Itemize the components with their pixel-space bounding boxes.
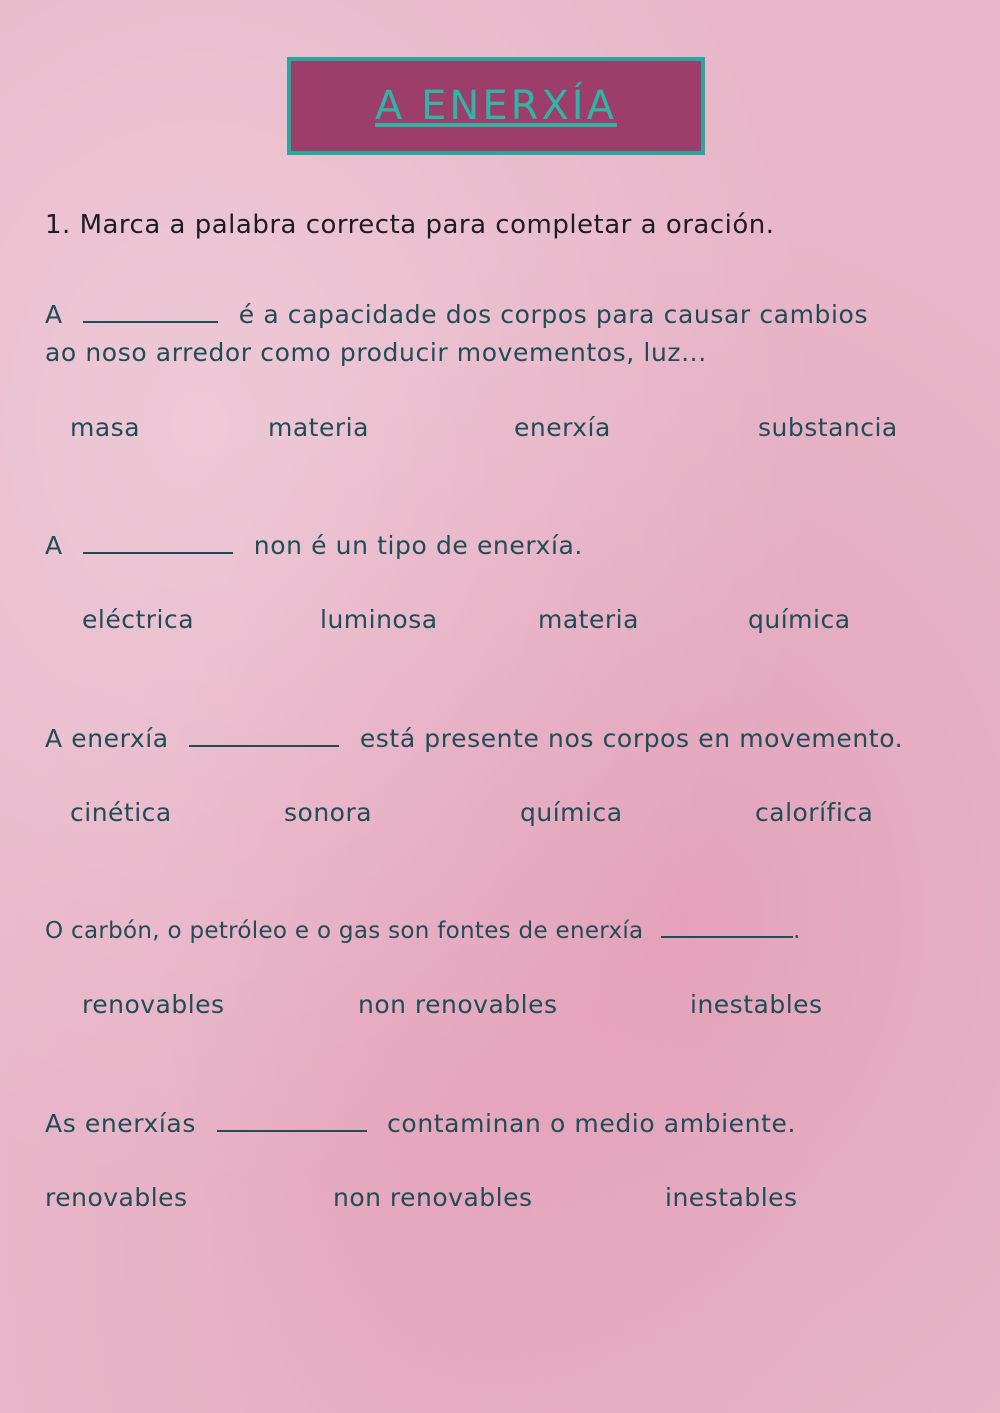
question-1-after: é a capacidade dos corpos para causar cambios [238,300,869,329]
question-4-after: . [793,918,801,944]
option-q3-sonora[interactable]: sonora [284,798,373,827]
option-q2-quimica[interactable]: química [748,605,851,634]
option-q5-non-renovables[interactable]: non renovables [333,1183,533,1212]
option-q4-inestables[interactable]: inestables [690,990,823,1019]
option-q4-non-renovables[interactable]: non renovables [358,990,558,1019]
question-1-line2: ao noso arredor como producir movementos, luz... [45,338,707,367]
answer-blank [189,727,339,747]
instruction-heading: 1. Marca a palabra correcta para completar a oración. [45,210,775,240]
option-q2-electrica[interactable]: eléctrica [82,605,195,634]
page-title: A ENERXÍA [375,83,617,129]
option-q4-renovables[interactable]: renovables [82,990,225,1019]
option-q1-masa[interactable]: masa [70,413,141,442]
question-5-after: contaminan o medio ambiente. [387,1109,797,1138]
option-q5-inestables[interactable]: inestables [665,1183,798,1212]
question-2-before: A [45,531,63,560]
question-1 [45,296,868,334]
option-q5-renovables[interactable]: renovables [45,1183,188,1212]
option-q1-materia[interactable]: materia [268,413,369,442]
question-5 [45,1105,796,1143]
question-2-after: non é un tipo de enerxía. [253,531,583,560]
question-4 [45,912,801,950]
option-q2-materia[interactable]: materia [538,605,639,634]
answer-blank [83,303,218,323]
title-banner [287,57,705,155]
question-1-before: A [45,300,63,329]
option-q3-calorifica[interactable]: calorífica [755,798,874,827]
option-q2-luminosa[interactable]: luminosa [320,605,438,634]
answer-blank [83,534,233,554]
question-3-after: está presente nos corpos en movemento. [359,724,904,753]
question-5-before: As enerxías [45,1109,196,1138]
question-4-before: O carbón, o petróleo e o gas son fontes de enerxía [45,918,644,944]
answer-blank [217,1112,367,1132]
question-3 [45,720,903,758]
question-2 [45,527,583,565]
answer-blank [661,918,793,938]
option-q3-quimica[interactable]: química [520,798,623,827]
question-3-before: A enerxía [45,724,169,753]
option-q3-cinetica[interactable]: cinética [70,798,172,827]
option-q1-substancia[interactable]: substancia [758,413,898,442]
option-q1-enerxia[interactable]: enerxía [514,413,611,442]
